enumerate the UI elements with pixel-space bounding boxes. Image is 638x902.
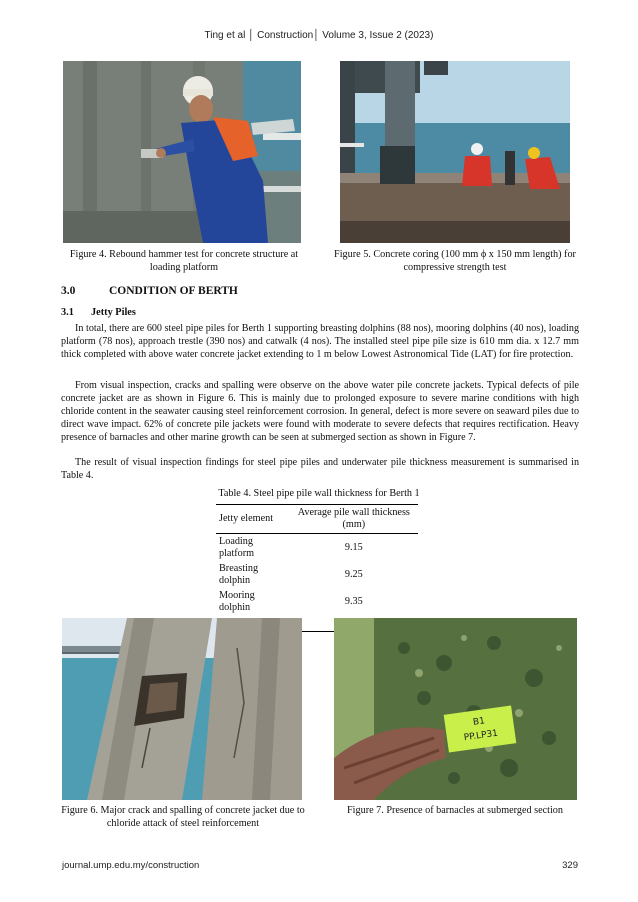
section-title: CONDITION OF BERTH (109, 285, 238, 297)
section-heading (61, 285, 238, 297)
subsection-number: 3.1 (61, 307, 74, 318)
subsection-heading (61, 307, 136, 318)
table-4 (216, 504, 418, 632)
table-cell: 9.25 (344, 568, 363, 580)
barnacles-photo (334, 618, 577, 800)
table-cell: 9.35 (344, 595, 363, 607)
footer-url: journal.ump.edu.my/construction (62, 860, 200, 871)
table-header-cell: Average pile wall thickness (mm) (290, 505, 418, 534)
paragraph: In total, there are 600 steel pipe piles for Berth 1 supporting breasting dolphins (88 nos), mooring dolphins (40 nos), loading platform (78 nos), approach trestle (390 nos) and catwalk (4 nos). The installed steel pipe pile size is 610 mm dia. x 12.7 mm thick completed with above water concrete jacket extending to 1 m below Lowest Astronomical Tide (LAT) for fire protection. (61, 323, 579, 361)
rebound-hammer-photo (63, 61, 301, 243)
concrete-coring-photo (340, 61, 570, 243)
figure-7-image (334, 618, 577, 800)
tag-text-line-1: B1 (472, 716, 486, 728)
table-cell: Mooring dolphin (219, 589, 255, 613)
figure-4-caption: Figure 4. Rebound hammer test for concrete structure at loading platform (69, 249, 299, 273)
pile-crack-photo (62, 618, 302, 800)
figure-7-caption: Figure 7. Presence of barnacles at submerged section (347, 805, 563, 816)
paragraph: From visual inspection, cracks and spalling were observe on the above water pile concrete jackets. Typical defects of pile concrete jacket are as shown in Figure 6. This is mainly due to prolonged exposure to severe marine conditions with high chloride content in the seawater causing steel reinforcement corrosion. In general, defect is more severe on seaward piles due to direct wave impact. 62% of concrete pile jackets were found with moderate to severe defects that requires rectification. Heavy presence of barnacles and other marine growth can be seen at submerged section as shown in Figure 7. (61, 380, 579, 444)
table-cell: Breasting dolphin (219, 562, 259, 586)
figure-5-image (340, 61, 570, 243)
paragraph: The result of visual inspection findings for steel pipe piles and underwater pile thickness measurement is summarised in Table 4. (61, 457, 579, 482)
table-row (216, 561, 418, 588)
table-cell: Loading platform (219, 535, 255, 559)
figure-6-image (62, 618, 302, 800)
table-header-row (216, 505, 418, 534)
tag-text-line-2: PP.LP31 (463, 728, 499, 744)
table-cell: 9.15 (344, 541, 363, 553)
figure-6-caption: Figure 6. Major crack and spalling of concrete jacket due to chloride attack of steel reinforcement (61, 805, 305, 829)
section-number: 3.0 (61, 285, 76, 297)
table-4-caption: Table 4. Steel pipe pile wall thickness for Berth 1 (218, 488, 420, 499)
page-number: 329 (562, 860, 578, 871)
figure-4-image (63, 61, 301, 243)
subsection-title: Jetty Piles (91, 307, 136, 318)
table-header-cell: Jetty element (216, 505, 290, 534)
table-row (216, 588, 418, 615)
figure-5-caption: Figure 5. Concrete coring (100 mm ϕ x 150 mm length) for compressive strength test (334, 249, 576, 273)
table-row (216, 534, 418, 562)
running-header: Ting et al │ Construction│ Volume 3, Issue 2 (2023) (204, 30, 434, 41)
